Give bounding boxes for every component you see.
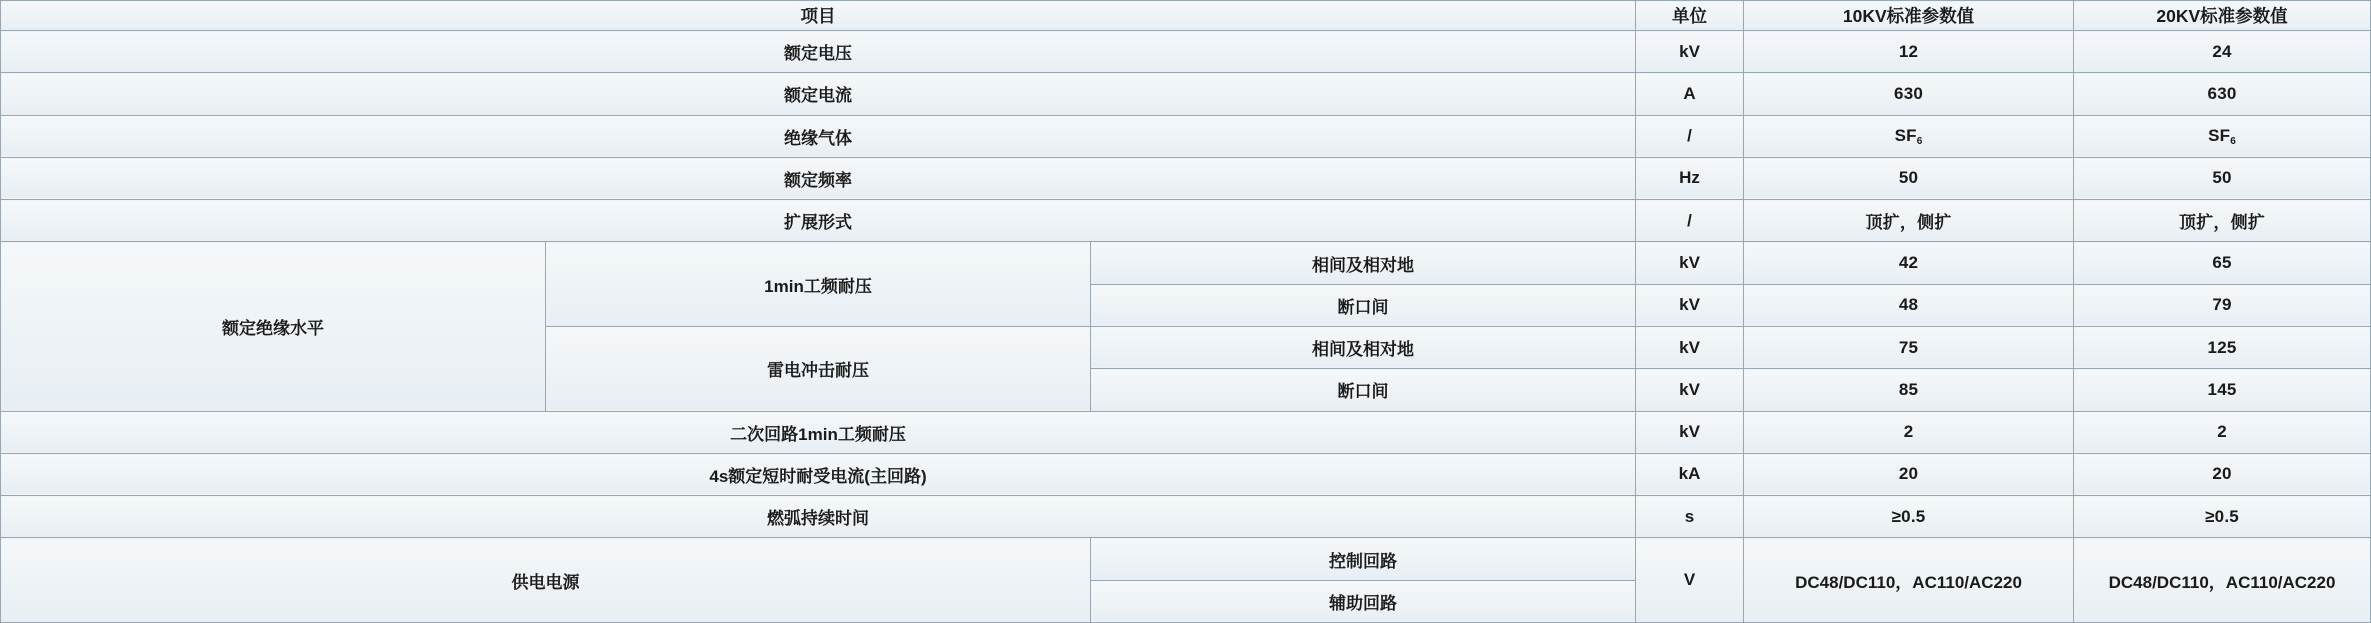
row-label: 额定电流 <box>1 73 1636 115</box>
row-value-10kv: DC48/DC110，AC110/AC220 <box>1744 538 2074 623</box>
row-value-10kv: 50 <box>1744 157 2074 199</box>
table-header-row <box>1 1 2371 31</box>
table-row <box>1 200 2371 242</box>
row-label: 断口间 <box>1091 284 1636 326</box>
row-unit: s <box>1636 496 1744 538</box>
row-value-20kv <box>2074 115 2371 157</box>
table-row <box>1 242 2371 284</box>
row-value-10kv: 顶扩，侧扩 <box>1744 200 2074 242</box>
row-unit: Hz <box>1636 157 1744 199</box>
row-value-20kv: 顶扩，侧扩 <box>2074 200 2371 242</box>
row-unit: V <box>1636 538 1744 623</box>
sf6-base: SF <box>1894 126 1917 146</box>
row-value-20kv: 50 <box>2074 157 2371 199</box>
row-label: 二次回路1min工频耐压 <box>1 411 1636 453</box>
table-row <box>1 31 2371 73</box>
insulation-group-label: 额定绝缘水平 <box>1 242 546 411</box>
row-value-10kv <box>1744 115 2074 157</box>
power-supply-auxiliary-circuit: 辅助回路 <box>1091 580 1636 622</box>
row-label: 断口间 <box>1091 369 1636 411</box>
table-row <box>1 157 2371 199</box>
row-unit: / <box>1636 115 1744 157</box>
insulation-subgroup-label-lightning-impulse: 雷电冲击耐压 <box>546 326 1091 411</box>
table-row <box>1 496 2371 538</box>
power-supply-control-circuit: 控制回路 <box>1091 538 1636 580</box>
header-10kv: 10KV标准参数值 <box>1744 1 2074 31</box>
row-value-20kv: 125 <box>2074 326 2371 368</box>
row-value-20kv: 2 <box>2074 411 2371 453</box>
row-value-10kv: 75 <box>1744 326 2074 368</box>
sf6-subscript-20: 6 <box>2230 136 2236 148</box>
table-row <box>1 453 2371 495</box>
row-value-10kv: 630 <box>1744 73 2074 115</box>
row-label: 额定电压 <box>1 31 1636 73</box>
table-row <box>1 115 2371 157</box>
header-unit: 单位 <box>1636 1 1744 31</box>
row-unit: kV <box>1636 369 1744 411</box>
row-unit: kV <box>1636 284 1744 326</box>
table-row <box>1 73 2371 115</box>
row-value-10kv: ≥0.5 <box>1744 496 2074 538</box>
row-unit: kV <box>1636 242 1744 284</box>
row-label: 4s额定短时耐受电流(主回路) <box>1 453 1636 495</box>
row-value-10kv: 48 <box>1744 284 2074 326</box>
row-unit: kA <box>1636 453 1744 495</box>
row-unit: kV <box>1636 411 1744 453</box>
row-label: 相间及相对地 <box>1091 326 1636 368</box>
row-value-10kv: 85 <box>1744 369 2074 411</box>
header-20kv: 20KV标准参数值 <box>2074 1 2371 31</box>
row-value-20kv: 145 <box>2074 369 2371 411</box>
table-row <box>1 538 2371 580</box>
row-value-20kv: 20 <box>2074 453 2371 495</box>
row-unit: / <box>1636 200 1744 242</box>
sf6-base-20: SF <box>2208 126 2231 146</box>
row-unit: A <box>1636 73 1744 115</box>
row-label: 绝缘气体 <box>1 115 1636 157</box>
row-value-10kv: 12 <box>1744 31 2074 73</box>
row-value-20kv: DC48/DC110，AC110/AC220 <box>2074 538 2371 623</box>
row-value-20kv: 24 <box>2074 31 2371 73</box>
row-label: 额定频率 <box>1 157 1636 199</box>
row-value-10kv: 42 <box>1744 242 2074 284</box>
header-item: 项目 <box>1 1 1636 31</box>
power-supply-label: 供电电源 <box>1 538 1091 623</box>
row-value-20kv: ≥0.5 <box>2074 496 2371 538</box>
row-value-20kv: 65 <box>2074 242 2371 284</box>
row-value-20kv: 630 <box>2074 73 2371 115</box>
row-value-20kv: 79 <box>2074 284 2371 326</box>
table-row <box>1 411 2371 453</box>
row-label: 燃弧持续时间 <box>1 496 1636 538</box>
row-label: 扩展形式 <box>1 200 1636 242</box>
row-value-10kv: 20 <box>1744 453 2074 495</box>
row-label: 相间及相对地 <box>1091 242 1636 284</box>
row-unit: kV <box>1636 326 1744 368</box>
row-unit: kV <box>1636 31 1744 73</box>
sf6-subscript: 6 <box>1916 136 1923 148</box>
insulation-subgroup-label-power-frequency: 1min工频耐压 <box>546 242 1091 327</box>
row-value-10kv: 2 <box>1744 411 2074 453</box>
